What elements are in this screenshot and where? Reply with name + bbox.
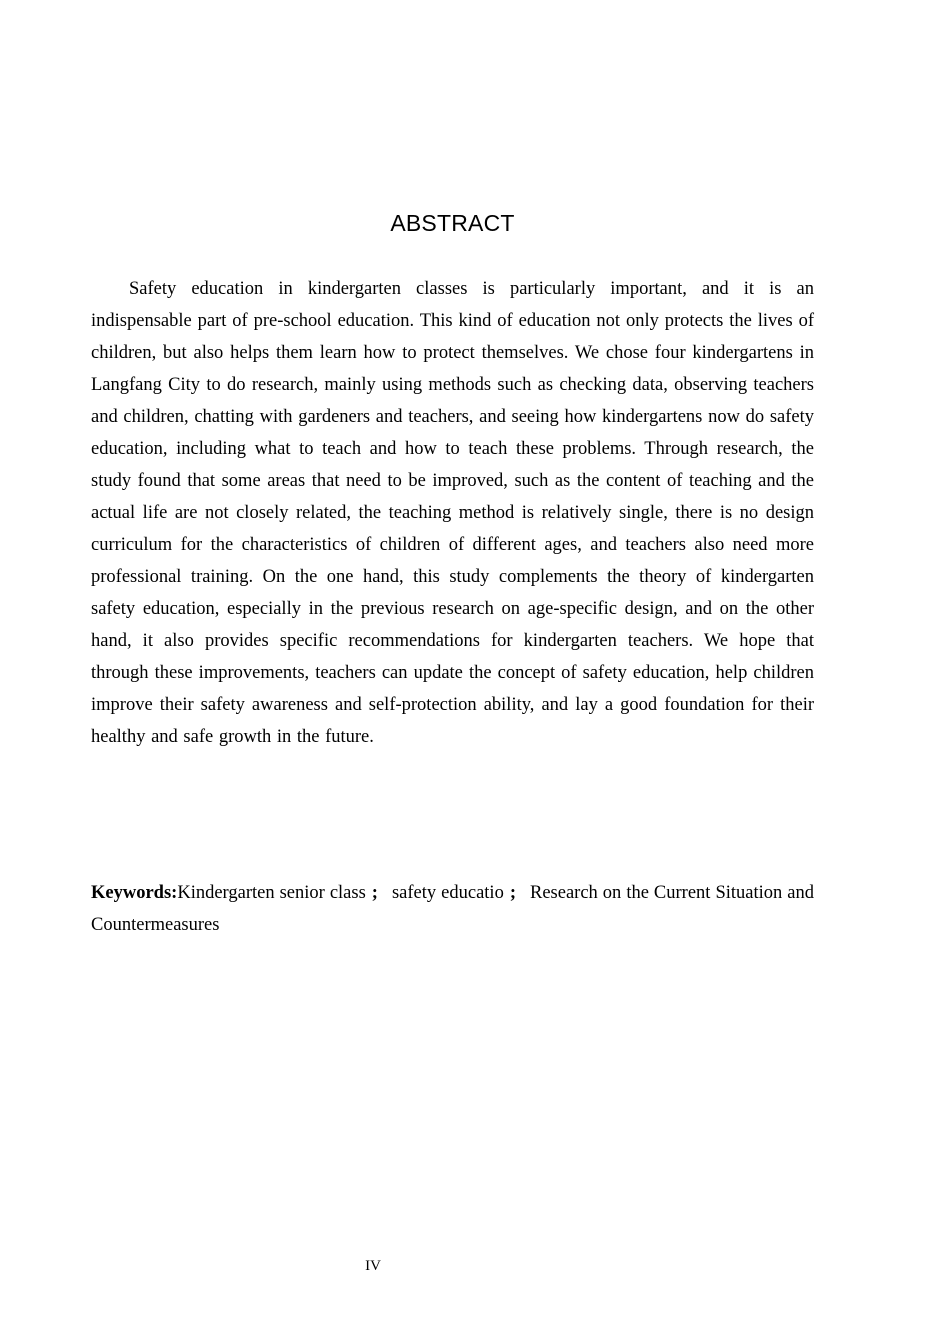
keywords-label: Keywords:	[91, 883, 178, 903]
keywords-paragraph	[91, 877, 814, 941]
keyword-separator: ;	[509, 883, 516, 903]
keyword-item: Kindergarten senior class	[177, 883, 366, 903]
page-number: IV	[365, 1258, 381, 1274]
keyword-item: Research on the Current Situation and Countermeasures	[91, 883, 814, 935]
keyword-item: safety educatio	[391, 883, 504, 903]
keyword-separator: ;	[371, 883, 378, 903]
abstract-title: ABSTRACT	[390, 210, 515, 236]
abstract-body: Safety education in kindergarten classes is particularly important, and it is an indispensable part of pre-school education. This kind of education not only protects the lives of children, but also helps them learn how to protect themselves. We chose four kindergartens in Langfang City to do research, mainly using methods such as checking data, observing teachers and children, chatting with gardeners and teachers, and seeing how kindergartens now do safety education, including what to teach and how to teach these problems. Through research, the study found that some areas that need to be improved, such as the content of teaching and the actual life are not closely related, the teaching method is relatively single, there is no design curriculum for the characteristics of children of different ages, and teachers also need more professional training. On the one hand, this study complements the theory of kindergarten safety education, especially in the previous research on age-specific design, and on the other hand, it also provides specific recommendations for kindergarten teachers. We hope that through these improvements, teachers can update the concept of safety education, help children improve their safety awareness and self-protection ability, and lay a good foundation for their healthy and safe growth in the future.	[91, 279, 814, 747]
